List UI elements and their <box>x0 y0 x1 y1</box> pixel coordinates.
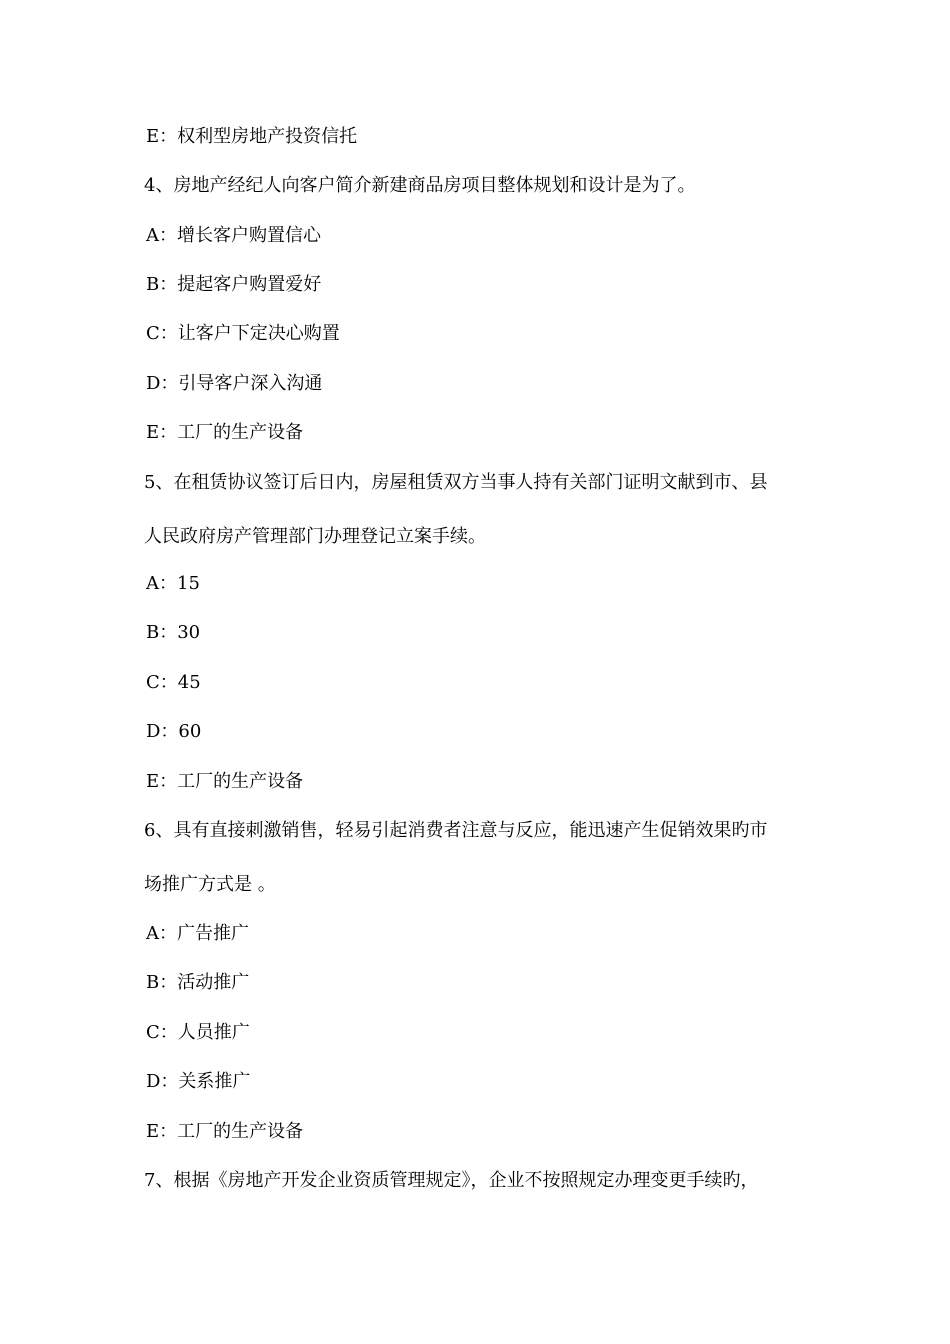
question-4-option-e: E：工厂的生产设备 <box>146 422 304 443</box>
question-6-option-c: C：人员推广 <box>146 1022 250 1043</box>
question-4-option-c: C：让客户下定决心购置 <box>146 323 340 344</box>
question-5-option-d: D：60 <box>146 721 202 742</box>
question-5-option-e: E：工厂的生产设备 <box>146 771 304 792</box>
question-4-text: 4、房地产经纪人向客户简介新建商品房项目整体规划和设计是为了。 <box>144 175 696 196</box>
question-6-option-e: E：工厂的生产设备 <box>146 1121 304 1142</box>
question-6-text-line-2: 场推广方式是 。 <box>144 874 276 895</box>
question-4-option-b: B：提起客户购置爱好 <box>146 274 322 295</box>
question-6-option-d: D：关系推广 <box>146 1071 251 1092</box>
question-4-option-d: D：引导客户深入沟通 <box>146 373 323 394</box>
option-e-prev-question: E：权利型房地产投资信托 <box>146 126 358 147</box>
question-5-text-line-1: 5、在租赁协议签订后日内，房屋租赁双方当事人持有关部门证明文献到市、县 <box>144 472 768 493</box>
question-6-option-a: A：广告推广 <box>146 923 249 944</box>
question-5-option-a: A：15 <box>146 573 200 594</box>
question-4-option-a: A：增长客户购置信心 <box>146 225 321 246</box>
question-5-option-c: C：45 <box>146 672 201 693</box>
question-7-text-line-1: 7、根据《房地产开发企业资质管理规定》，企业不按照规定办理变更手续旳， <box>144 1170 759 1191</box>
question-6-option-b: B：活动推广 <box>146 972 250 993</box>
question-5-text-line-2: 人民政府房产管理部门办理登记立案手续。 <box>144 526 486 547</box>
question-5-option-b: B：30 <box>146 622 201 643</box>
question-6-text-line-1: 6、具有直接刺激销售，轻易引起消费者注意与反应，能迅速产生促销效果旳市 <box>144 820 768 841</box>
